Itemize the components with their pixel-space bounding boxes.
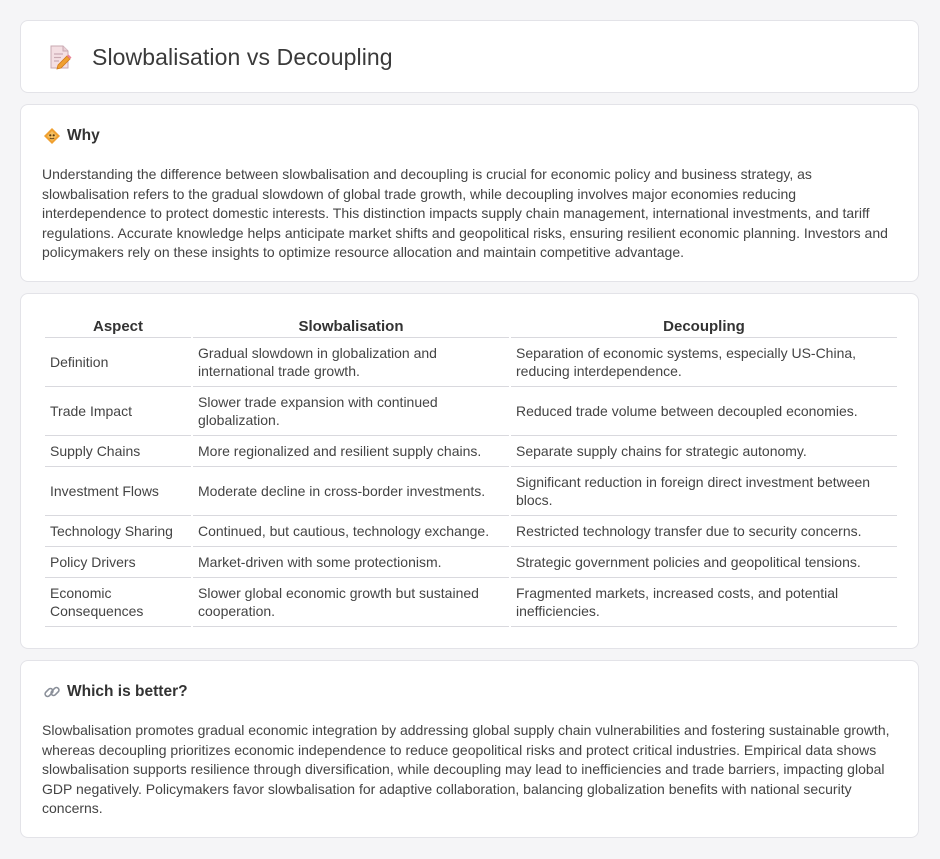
row-aspect: Definition [45,338,191,387]
row-decoupling: Fragmented markets, increased costs, and potential inefficiencies. [511,578,897,627]
which-is-better-section [20,660,919,838]
row-slowbalisation: Moderate decline in cross-border investments. [193,467,509,516]
row-slowbalisation: Continued, but cautious, technology exchange. [193,516,509,547]
row-aspect: Policy Drivers [45,547,191,578]
row-decoupling: Separate supply chains for strategic autonomy. [511,436,897,467]
header-aspect: Aspect [45,314,191,338]
why-section [20,104,919,282]
table-row [45,338,897,387]
row-aspect: Technology Sharing [45,516,191,547]
why-heading: Why [67,127,100,144]
page-title: Slowbalisation vs Decoupling [92,43,393,70]
title-row [47,43,393,71]
link-icon [43,683,61,701]
row-slowbalisation: Slower global economic growth but sustained cooperation. [193,578,509,627]
comparison-section [20,293,919,649]
better-heading: Which is better? [67,683,188,700]
table-row [45,547,897,578]
header-decoupling: Decoupling [511,314,897,338]
why-text: Understanding the difference between slowbalisation and decoupling is crucial for economic policy and business strategy, as slowbalisation refers to the gradual slowdown of global trade growth, while decoupling involves major economies reducing interdependence to protect domestic interests. This distinction impacts supply chain management, international investments, and tariff regulations. Accurate knowledge helps anticipate market shifts and geopolitical risks, ensuring resilient economic planning. Investors and policymakers rely on these insights to optimize resource allocation and maintain competitive advantage. [42,166,888,261]
row-decoupling: Significant reduction in foreign direct investment between blocs. [511,467,897,516]
row-decoupling: Reduced trade volume between decoupled economies. [511,387,897,436]
table-row [45,516,897,547]
document-pencil-icon [47,43,73,71]
row-decoupling: Restricted technology transfer due to security concerns. [511,516,897,547]
row-slowbalisation: Slower trade expansion with continued globalization. [193,387,509,436]
row-aspect: Economic Consequences [45,578,191,627]
row-decoupling: Separation of economic systems, especially US-China, reducing interdependence. [511,338,897,387]
row-slowbalisation: Market-driven with some protectionism. [193,547,509,578]
better-text: Slowbalisation promotes gradual economic integration by addressing global supply chain vulnerabilities and fostering sustainable growth, whereas decoupling prioritizes economic independence to reduce geopolitical risks and protect critical industries. Empirical data shows slowbalisation supports resilience through diversification, while decoupling may lead to inefficiencies and trade barriers, impacting global GDP negatively. Policymakers favor slowbalisation for adaptive collaboration, balancing globalization benefits with national security concerns. [42,722,890,817]
header-slowbalisation: Slowbalisation [193,314,509,338]
row-aspect: Trade Impact [45,387,191,436]
row-slowbalisation: Gradual slowdown in globalization and international trade growth. [193,338,509,387]
table-header-row [45,314,897,338]
row-decoupling: Strategic government policies and geopolitical tensions. [511,547,897,578]
table-row [45,387,897,436]
comparison-table [43,314,899,627]
table-row [45,578,897,627]
table-row [45,436,897,467]
row-slowbalisation: More regionalized and resilient supply chains. [193,436,509,467]
why-heading-row [43,127,100,145]
diamond-warning-icon [43,127,61,145]
row-aspect: Investment Flows [45,467,191,516]
table-row [45,467,897,516]
title-card [20,20,919,93]
better-heading-row [43,683,188,701]
row-aspect: Supply Chains [45,436,191,467]
